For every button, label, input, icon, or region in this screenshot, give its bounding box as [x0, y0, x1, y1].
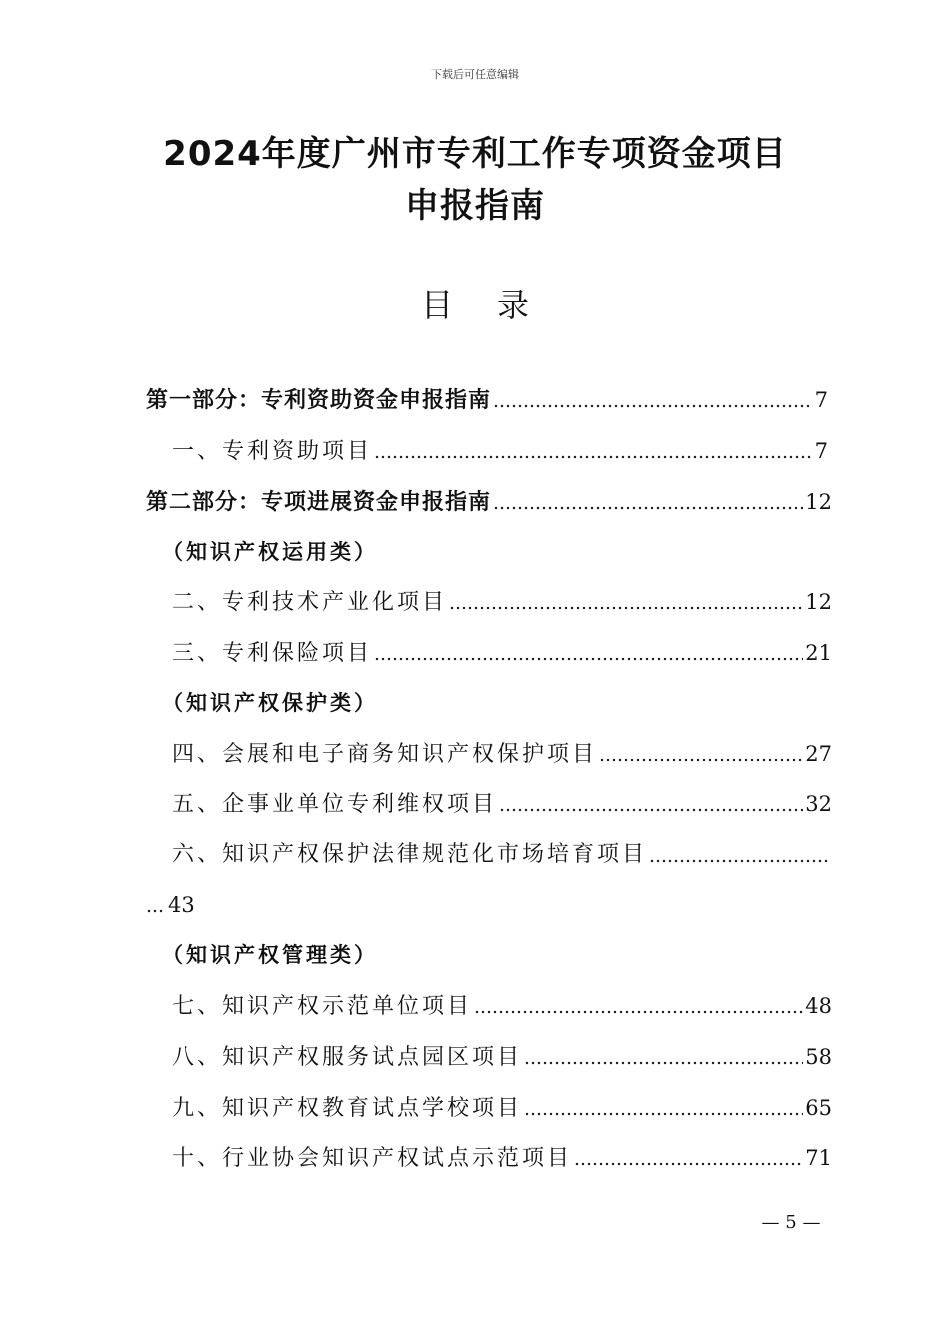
toc-entry-part1[interactable] — [146, 385, 828, 415]
dot-leader — [374, 642, 803, 662]
document-title-line1: 2024年度广州市专利工作专项资金项目 — [163, 134, 787, 174]
toc-entry-item2[interactable] — [172, 587, 832, 617]
dot-leader — [524, 1097, 803, 1117]
toc-entry-page: 71 — [805, 1146, 832, 1170]
toc-entry-item4[interactable] — [172, 739, 832, 769]
toc-entry-item9[interactable] — [172, 1093, 832, 1123]
toc-entry-label: 二、专利技术产业化项目 — [172, 590, 448, 615]
toc-entry-label: 第一部分：专利资助资金申报指南 — [146, 388, 492, 413]
dot-leader — [374, 440, 813, 460]
toc-entry-label: 十、行业协会知识产权试点示范项目 — [172, 1146, 573, 1171]
toc-category-utilization: （知识产权运用类） — [162, 539, 378, 564]
toc-entry-part2[interactable] — [146, 487, 832, 517]
toc-entry-page: 12 — [805, 590, 832, 614]
toc-entry-label: 四、会展和电子商务知识产权保护项目 — [172, 742, 598, 767]
dot-leader — [449, 591, 803, 611]
toc-entry-item1[interactable] — [172, 436, 828, 466]
toc-entry-item10[interactable] — [172, 1143, 832, 1173]
dot-leader — [574, 1147, 803, 1167]
dot-leader — [649, 844, 830, 864]
toc-entry-item6-continuation[interactable] — [146, 890, 195, 920]
toc-entry-page: 58 — [805, 1045, 832, 1069]
toc-entry-label: 第二部分：专项进展资金申报指南 — [146, 490, 492, 515]
toc-entry-label: 八、知识产权服务试点园区项目 — [172, 1045, 523, 1070]
toc-entry-page: 32 — [805, 792, 832, 816]
toc-entry-page: 43 — [168, 893, 195, 917]
toc-entry-label: 一、专利资助项目 — [172, 439, 373, 464]
toc-entry-item5[interactable] — [172, 789, 832, 819]
dot-leader — [599, 743, 803, 763]
toc-entry-page: 65 — [805, 1096, 832, 1120]
toc-category-management: （知识产权管理类） — [162, 942, 378, 967]
toc-entry-item6[interactable] — [172, 840, 832, 870]
toc-heading-char1: 目 — [420, 286, 453, 324]
toc-entry-page: 27 — [805, 742, 832, 766]
toc-entry-label: 七、知识产权示范单位项目 — [172, 994, 473, 1019]
dot-leader — [493, 389, 813, 409]
toc-entry-label: 五、企事业单位专利维权项目 — [172, 792, 498, 817]
toc-entry-label: 三、专利保险项目 — [172, 641, 373, 666]
document-title-line2: 申报指南 — [405, 186, 545, 226]
toc-entry-item7[interactable] — [172, 991, 832, 1021]
toc-entry-page: 7 — [814, 388, 828, 412]
dot-leader — [499, 793, 803, 813]
toc-heading-char2: 录 — [497, 286, 530, 324]
dot-leader — [524, 1046, 803, 1066]
toc-entry-page: 7 — [814, 439, 828, 463]
toc-category-protection: （知识产权保护类） — [162, 690, 378, 715]
dot-leader — [146, 894, 166, 914]
toc-entry-item3[interactable] — [172, 638, 832, 668]
toc-entry-label: 六、知识产权保护法律规范化市场培育项目 — [172, 842, 648, 867]
toc-heading — [0, 280, 950, 326]
toc-entry-page: 21 — [805, 641, 832, 665]
toc-entry-item8[interactable] — [172, 1042, 832, 1072]
toc-entry-page: 12 — [805, 490, 832, 514]
toc-entry-label: 九、知识产权教育试点学校项目 — [172, 1096, 523, 1121]
page-number: — 5 — — [761, 1212, 821, 1233]
dot-leader — [493, 491, 803, 511]
header-note: 下载后可任意编辑 — [431, 68, 519, 81]
dot-leader — [474, 995, 803, 1015]
toc-entry-page: 48 — [805, 994, 832, 1018]
